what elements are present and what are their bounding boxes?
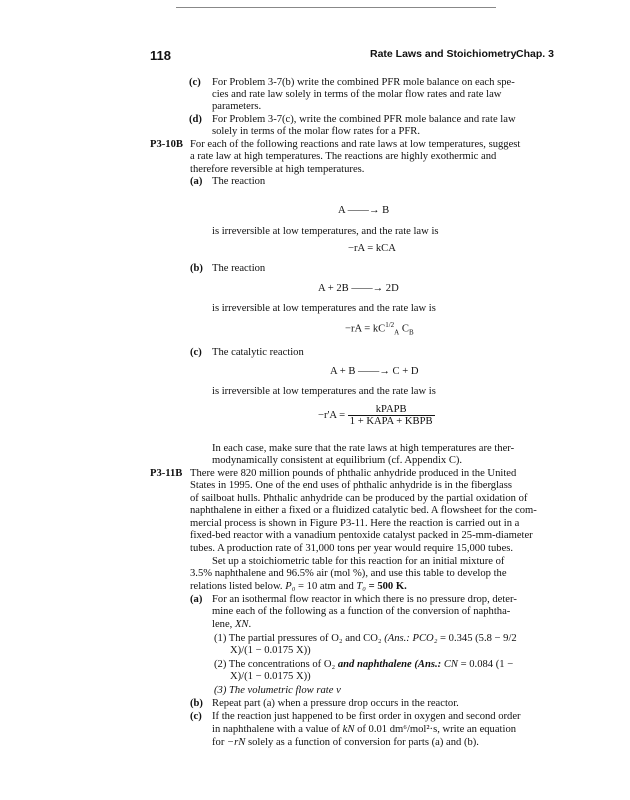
- text-line: X)/(1 − 0.0175 X)): [230, 645, 311, 656]
- text-line: Repeat part (a) when a pressure drop occurs in the reactor.: [212, 698, 459, 709]
- text-line: is irreversible at low temperatures and the rate law is: [212, 386, 436, 397]
- text-line: 3.5% naphthalene and 96.5% air (mol %), and use this table to develop the: [190, 568, 507, 579]
- text-line: Set up a stoichiometric table for this reaction for an initial mixture of: [212, 556, 505, 567]
- label-a: (a): [190, 176, 203, 187]
- text-line: a rate law at high temperatures. The reactions are highly exothermic and: [190, 151, 497, 162]
- rate-law-a: −rA = kCA: [348, 243, 396, 254]
- text-line: naphthalene in either a fixed or a fluidized catalytic bed. A flowsheet for the com-: [190, 505, 537, 516]
- text-line: If the reaction just happened to be first order in oxygen and second order: [212, 711, 521, 722]
- text-line: For Problem 3-7(c), write the combined PFR mole balance and rate law: [212, 114, 516, 125]
- label-part-a: (a): [190, 594, 203, 605]
- text-line: There were 820 million pounds of phthalic anhydride produced in the United: [190, 468, 517, 479]
- text-line: solely in terms of the molar flow rates for a PFR.: [212, 126, 421, 137]
- text-line: parameters.: [212, 101, 262, 112]
- rate-law-c: −r'A = $\frac{\text{kPAPB}}{\text{1 + KAPA + KBPB}}$: [318, 404, 433, 427]
- text-line: For Problem 3-7(b) write the combined PFR mole balance on each spe-: [212, 77, 515, 88]
- text-line: mercial process is shown in Figure P3-11. Here the reaction is carried out in a: [190, 518, 520, 529]
- chapter-label: Chap. 3: [516, 48, 554, 60]
- label-d: (d): [189, 114, 202, 125]
- text-line: fixed-bed reactor with a vanadium pentoxide catalyst packed in 25-mm-diameter: [190, 530, 533, 541]
- label-b: (b): [190, 263, 203, 274]
- label-part-b: (b): [190, 698, 203, 709]
- text-line: (3) The volumetric flow rate v: [214, 685, 341, 696]
- text-line: The catalytic reaction: [212, 347, 304, 358]
- text-line: X)/(1 − 0.0175 X)): [230, 671, 311, 682]
- text-line: (1) The partial pressures of O₂ and CO₂ (Ans.: PCO₂ = 0.345 (5.8 − 9/2: [214, 633, 517, 644]
- text-line: for −rN solely as a function of conversion for parts (a) and (b).: [212, 737, 479, 748]
- problem-id-p3-11: P3-11B: [150, 468, 183, 479]
- text-line: The reaction: [212, 263, 266, 274]
- text-line: therefore reversible at high temperatures.: [190, 164, 365, 175]
- text-line: For each of the following reactions and rate laws at low temperatures, suggest: [190, 139, 521, 150]
- text-line: In each case, make sure that the rate laws at high temperatures are ther-: [212, 443, 515, 454]
- problem-id-p3-10: P3-10B: [150, 139, 183, 150]
- page-number: 118: [150, 48, 171, 63]
- running-title: Rate Laws and Stoichiometry: [370, 48, 517, 60]
- text-line: is irreversible at low temperatures, and the rate law is: [212, 226, 439, 237]
- top-rule: [176, 7, 496, 8]
- reaction-equation-c: A + B ——→ C + D: [330, 366, 419, 377]
- text-line: The reaction: [212, 176, 266, 187]
- text-line: cies and rate law solely in terms of the molar flow rates and rate law: [212, 89, 502, 100]
- text-line: tubes. A production rate of 31,000 tons per year would require 15,000 tubes.: [190, 543, 514, 554]
- text-line: relations listed below. P₀ = 10 atm and T₀ = 500 K.: [190, 581, 407, 592]
- reaction-equation-a: A ——→ B: [338, 205, 390, 216]
- text-line: mine each of the following as a function of the conversion of naphtha-: [212, 606, 511, 617]
- text-line: (2) The concentrations of O₂ and naphthalene (Ans.: CN = 0.084 (1 −: [214, 659, 514, 670]
- text-line: For an isothermal flow reactor in which there is no pressure drop, deter-: [212, 594, 517, 605]
- label-part-c: (c): [190, 711, 202, 722]
- text-line: lene, XN.: [212, 619, 252, 630]
- text-line: States in 1995. One of the end uses of phthalic anhydride is in the fiberglass: [190, 480, 512, 491]
- text-line: of sailboat hulls. Phthalic anhydride can be produced by the partial oxidation of: [190, 493, 528, 504]
- text-line: modynamically consistent at equilibrium (cf. Appendix C).: [212, 455, 463, 466]
- reaction-equation-b: A + 2B ——→ 2D: [318, 283, 399, 294]
- text-line: is irreversible at low temperatures and the rate law is: [212, 303, 436, 314]
- label-c: (c): [189, 77, 201, 88]
- text-line: in naphthalene with a value of kN of 0.01 dm⁶/mol²·s, write an equation: [212, 724, 517, 735]
- label-c-catalytic: (c): [190, 347, 202, 358]
- rate-law-b: $-rA = kC^{1/2}_A$ $C_B$: [345, 321, 414, 337]
